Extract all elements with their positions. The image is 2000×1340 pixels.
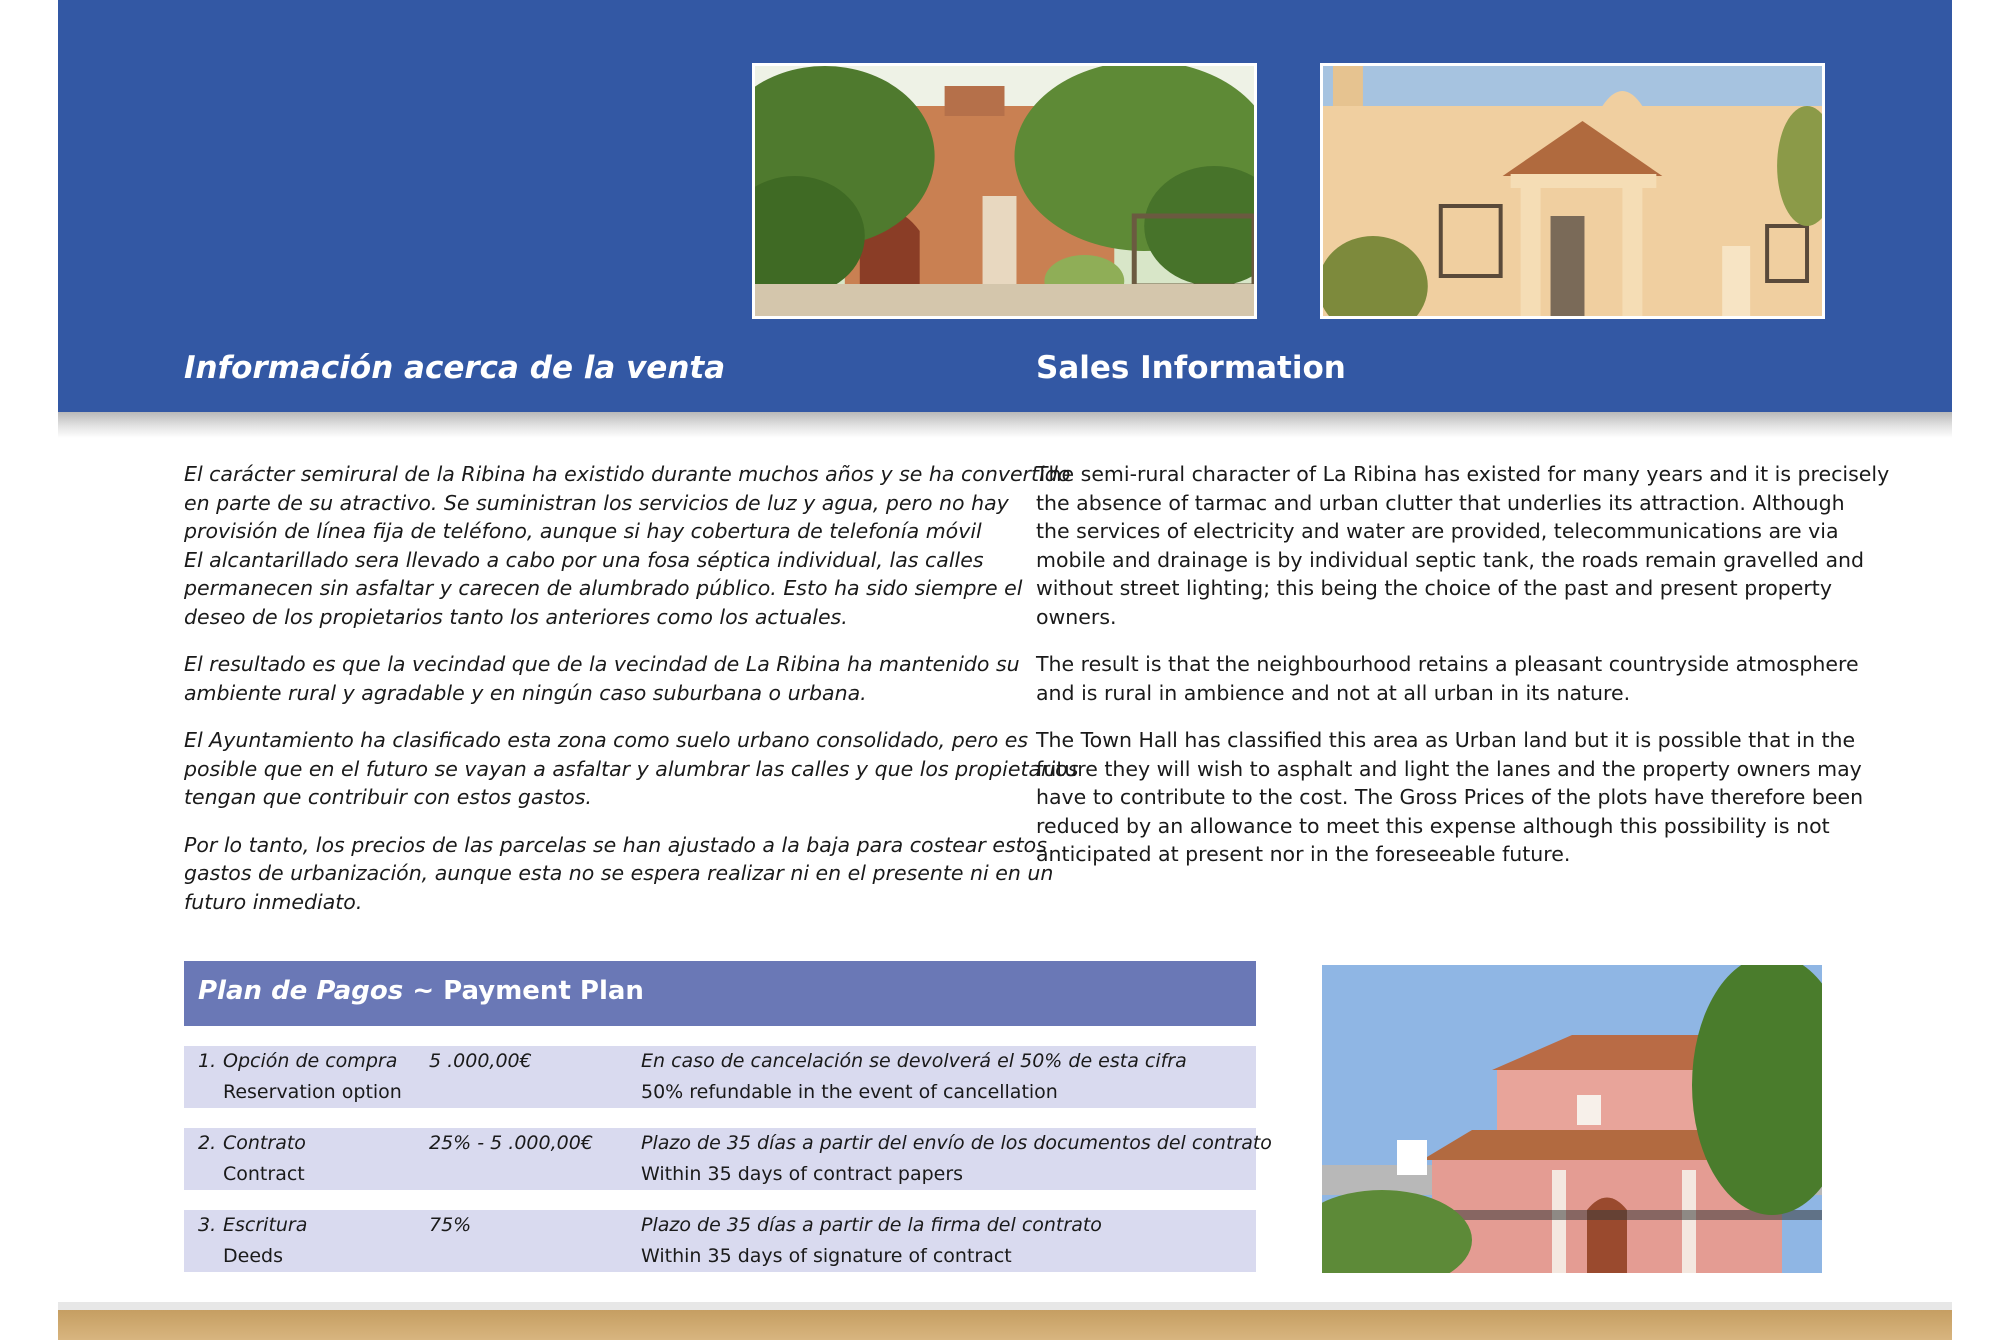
row-label-en: Deeds	[223, 1245, 283, 1267]
row-note-es: Plazo de 35 días a partir de la firma del contrato	[641, 1214, 1102, 1236]
paragraph-en-1: The semi-rural character of La Ribina has existed for many years and it is precisely the absence of tarmac and urban clutter that underlies its attraction. Although the services of electricity and water are provided, telecommunications are via mobile and drainage is by individual septic tank, the roads remain gravelled and without street lighting; this being the choice of the past and present property owners.	[1036, 462, 1890, 629]
english-text-column	[1036, 460, 1890, 888]
row-amount: 5 .000,00€	[429, 1050, 532, 1072]
paragraph-en-3: The Town Hall has classified this area as Urban land but it is possible that in the future they will wish to asphalt and light the lanes and the property owners may have to contribute to the cost. The Gross Prices of the plots have therefore been reduced by an allowance to meet this expense although this possibility is not anticipated at present nor in the foreseeable future.	[1036, 728, 1864, 866]
row-note-en: Within 35 days of signature of contract	[641, 1245, 1012, 1267]
photo-pink-villa	[1322, 965, 1822, 1273]
row-label-es: Opción de compra	[223, 1050, 398, 1072]
header-shadow	[58, 412, 1952, 438]
paragraph-es-2: El resultado es que la vecindad que de la vecindad de La Ribina ha mantenido su ambiente rural y agradable y en ningún caso suburbana o urbana.	[184, 652, 1020, 705]
paragraph-es-4: Por lo tanto, los precios de las parcelas se han ajustado a la baja para costear estos gastos de urbanización, aunque esta no se espera realizar ni en el presente ni en un futuro inmediato.	[184, 832, 1054, 914]
payment-plan-title: Plan de Pagos ~ Payment Plan	[198, 976, 644, 1006]
paragraph-en-2: The result is that the neighbourhood retains a pleasant countryside atmosphere and is rural in ambience and not at all urban in its nature.	[1036, 652, 1859, 705]
photo-rustic-cottage	[752, 63, 1257, 319]
row-label-en: Contract	[223, 1163, 305, 1185]
row-number: 3.	[198, 1214, 217, 1236]
row-label-en: Reservation option	[223, 1081, 402, 1103]
photo-cream-house	[1320, 63, 1825, 319]
payment-plan-header	[184, 961, 1256, 1026]
row-note-en: 50% refundable in the event of cancellation	[641, 1081, 1058, 1103]
paragraph-es-1: El carácter semirural de la Ribina ha existido durante muchos años y se ha convertido en parte de su atractivo. Se suministran los servicios de luz y agua, pero no hay provisión de línea fija de teléfono, aunque si hay cobertura de telefonía móvil El alcantarillado sera llevado a cabo por una fosa séptica individual, las calles permanecen sin asfaltar y carecen de alumbrado público. Esto ha sido siempre el deseo de los propietarios tanto los anteriores como los actuales.	[184, 462, 1071, 629]
spanish-text-column	[184, 460, 1079, 935]
row-note-es: En caso de cancelación se devolverá el 50% de esta cifra	[641, 1050, 1187, 1072]
heading-sales-info-es: Información acerca de la venta	[184, 350, 726, 386]
row-amount: 75%	[429, 1214, 472, 1236]
row-amount: 25% - 5 .000,00€	[429, 1132, 593, 1154]
row-number: 1.	[198, 1050, 217, 1072]
payment-row-deeds	[184, 1210, 1256, 1272]
row-note-es: Plazo de 35 días a partir del envío de los documentos del contrato	[641, 1132, 1272, 1154]
row-label-es: Escritura	[223, 1214, 308, 1236]
footer-band	[58, 1310, 1952, 1340]
row-number: 2.	[198, 1132, 217, 1154]
footer-stripe	[58, 1302, 1952, 1310]
heading-sales-info-en: Sales Information	[1036, 350, 1346, 386]
paragraph-es-3: El Ayuntamiento ha clasificado esta zona como suelo urbano consolidado, pero es posible que en el futuro se vayan a asfaltar y alumbrar las calles y que los propietarios tengan que contribuir con estos gastos.	[184, 728, 1079, 809]
payment-row-contract	[184, 1128, 1272, 1190]
row-note-en: Within 35 days of contract papers	[641, 1163, 964, 1185]
row-label-es: Contrato	[223, 1132, 306, 1154]
payment-row-reservation	[184, 1046, 1256, 1108]
